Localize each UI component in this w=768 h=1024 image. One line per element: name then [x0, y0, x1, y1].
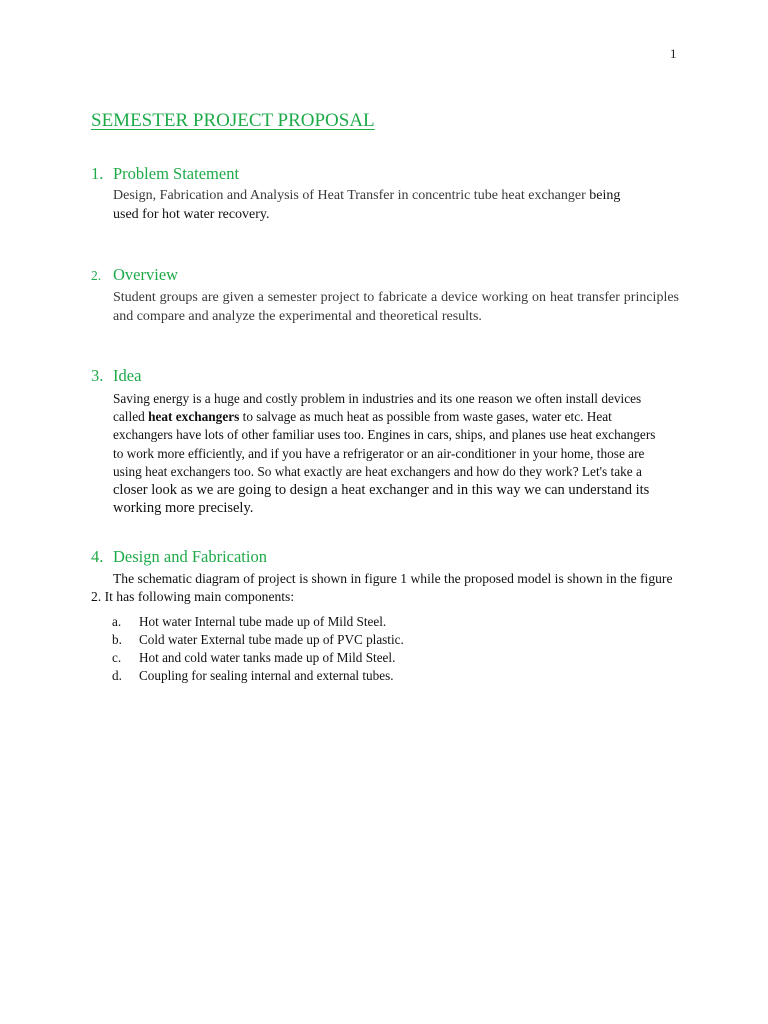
section-overview — [91, 265, 679, 326]
idea-line-prefix: called — [113, 409, 149, 425]
section-title: Overview — [113, 265, 179, 284]
list-item-text: Hot and cold water tanks made up of Mild Steel. — [139, 650, 396, 665]
overview-text: Student groups are given a semester project to fabricate a device working on heat transfer principles and compare and analyze the experimental and theoretical results. — [113, 290, 679, 324]
idea-line: exchangers have lots of other familiar uses too. Engines in cars, ships, and planes use heat exchangers — [113, 427, 656, 443]
section-number: 1. — [91, 164, 104, 183]
idea-line: using heat exchangers too. So what exactly are heat exchangers and how do they work? Let's take a — [113, 463, 642, 479]
section-title: Problem Statement — [113, 164, 240, 183]
idea-line-suffix: to salvage as much heat as possible from waste gases, water etc. Heat — [239, 409, 612, 425]
list-item — [91, 667, 679, 685]
section-heading — [91, 164, 679, 184]
section-idea — [91, 366, 679, 517]
idea-line: working more precisely. — [113, 500, 254, 517]
section-heading — [91, 265, 679, 286]
list-item-letter: a. — [112, 614, 122, 629]
list-item — [91, 649, 679, 667]
idea-line: Saving energy is a huge and costly problem in industries and its one reason we often install devices — [113, 391, 642, 406]
section-design-fabrication — [91, 547, 679, 685]
idea-line: to work more efficiently, and if you have a refrigerator or an air-conditioner in your home, those are — [113, 445, 645, 461]
list-item-text: Hot water Internal tube made up of Mild Steel. — [139, 614, 387, 629]
list-item-text: Cold water External tube made up of PVC plastic. — [139, 632, 404, 647]
section-heading — [91, 366, 679, 386]
section-title: Design and Fabrication — [113, 547, 267, 566]
components-list — [91, 613, 679, 685]
problem-statement-text-line2: used for hot water recovery. — [113, 207, 270, 222]
section-number: 3. — [91, 366, 104, 385]
section-body — [113, 186, 679, 205]
document-title: SEMESTER PROJECT PROPOSAL — [91, 110, 375, 131]
problem-statement-text: Design, Fabrication and Analysis of Heat Transfer in concentric tube heat exchanger — [113, 188, 590, 203]
idea-bold-term: heat exchangers — [148, 409, 240, 425]
section-heading — [91, 547, 679, 567]
list-item — [91, 613, 679, 631]
section-number: 4. — [91, 547, 104, 566]
list-item — [91, 631, 679, 649]
list-item-letter: c. — [112, 650, 122, 665]
problem-statement-text-dark: being — [589, 188, 621, 203]
design-text: The schematic diagram of project is shown in figure 1 while the proposed model is shown in the figure 2. It has following main components: — [91, 571, 673, 604]
list-item-text: Coupling for sealing internal and external tubes. — [139, 668, 394, 683]
list-item-letter: d. — [112, 668, 122, 683]
section-title: Idea — [113, 366, 142, 385]
section-problem-statement — [91, 164, 679, 224]
page-number: 1 — [670, 46, 677, 61]
idea-body — [113, 390, 679, 517]
idea-line: closer look as we are going to design a heat exchanger and in this way we can understand its — [113, 482, 650, 499]
section-body-line2 — [113, 205, 679, 224]
idea-line — [113, 408, 679, 426]
list-item-letter: b. — [112, 632, 122, 647]
section-number: 2. — [91, 268, 102, 283]
